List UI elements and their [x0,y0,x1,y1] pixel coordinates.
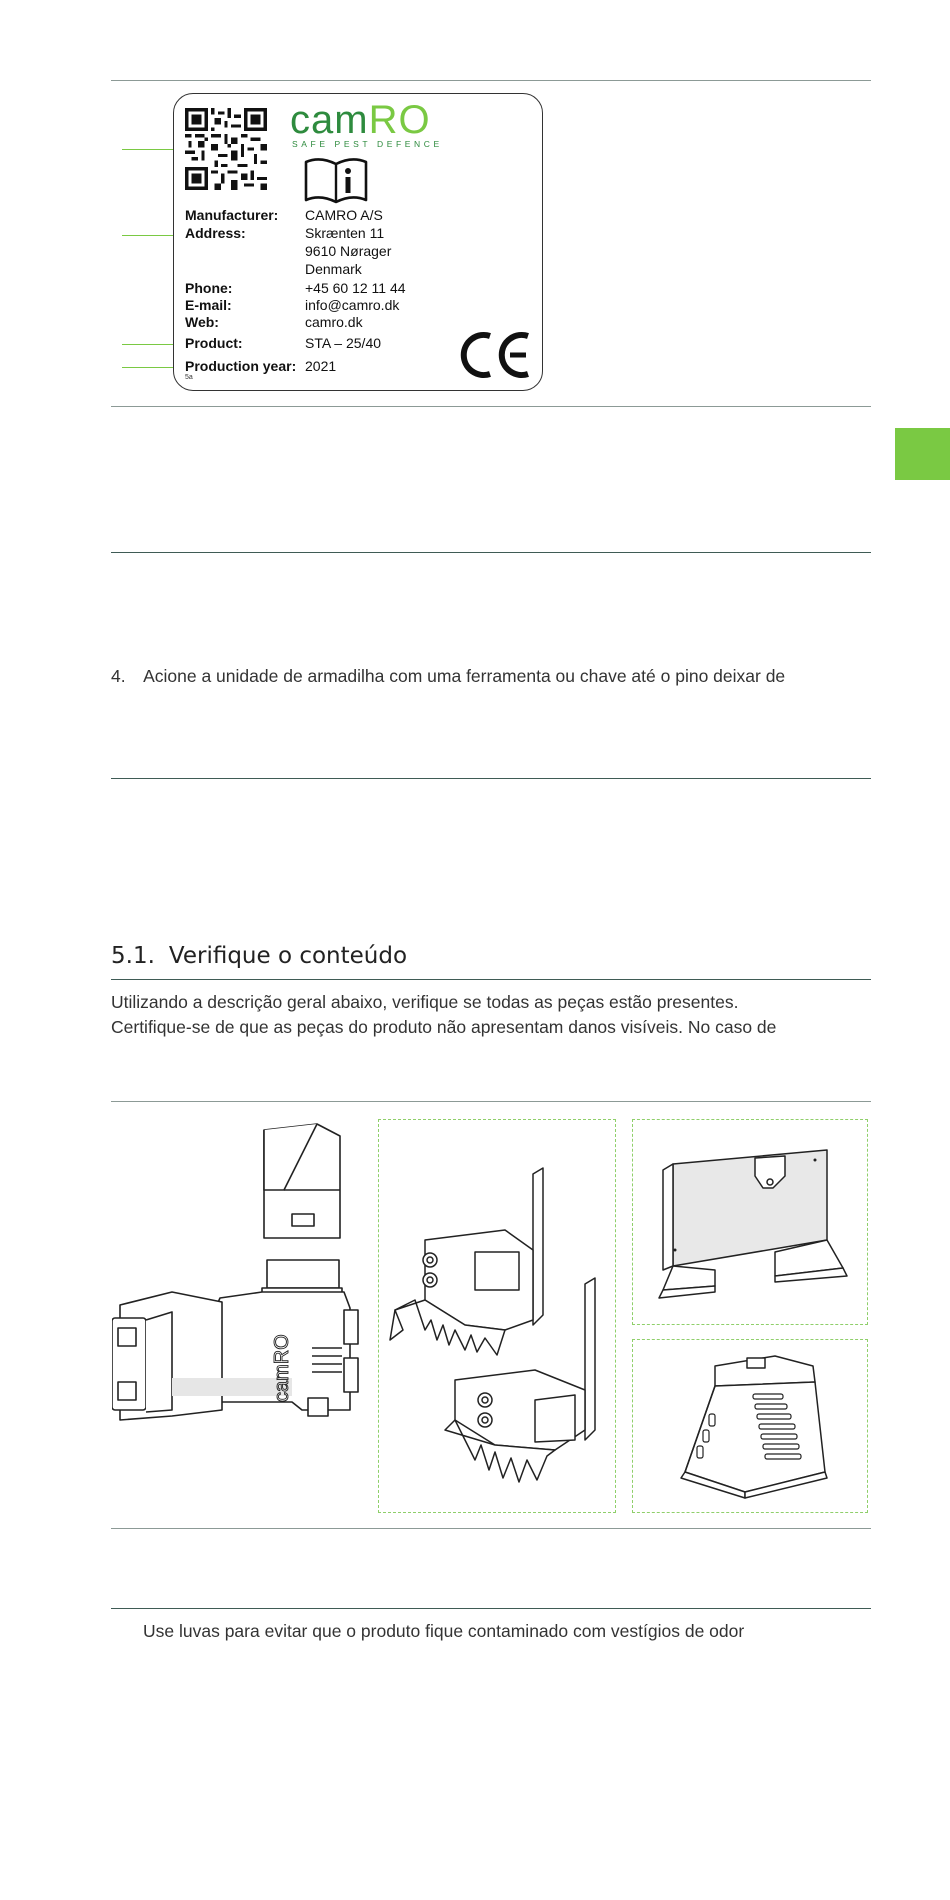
address-line-2: 9610 Nørager [305,243,392,259]
chapter-tab [895,428,950,480]
trap-unit-illustration [112,1120,362,1440]
email-value: info@camro.dk [305,297,400,313]
camro-logo: camRO [290,98,431,142]
qr-code-icon [185,108,267,190]
divider-6 [111,1528,871,1529]
production-year-label: Production year: [185,358,297,374]
divider-4 [111,778,871,779]
divider-2 [111,406,871,407]
manual-info-icon [302,156,370,208]
logo-tagline: SAFE PEST DEFENCE [292,139,443,149]
address-line-3: Denmark [305,261,362,277]
production-year-value: 2021 [305,358,337,374]
phone-value: +45 60 12 11 44 [305,280,406,296]
divider-7 [111,1608,871,1609]
step-4-text: 4. Acione a unidade de armadilha com uma ferramenta ou chave até o pino deixar de [111,666,786,686]
manufacturer-label: Manufacturer: [185,207,279,223]
ce-mark-icon [458,330,534,380]
section-underline [111,979,871,980]
mounting-plate-illustration [655,1140,855,1310]
product-label: Product: [185,335,243,351]
web-label: Web: [185,314,219,330]
trap-body-brand: camRO [271,1334,293,1402]
address-line-1: Skrænten 11 [305,225,385,241]
section-paragraph-line-1: Utilizando a descrição geral abaixo, verifique se todas as peças estão presentes. [111,992,739,1012]
cover-illustration [675,1352,835,1502]
manufacturer-value: CAMRO A/S [305,207,383,223]
divider-3 [111,552,871,553]
gloves-note-text: Use luvas para evitar que o produto fique contaminado com vestígios de odor [143,1621,745,1641]
web-value: camro.dk [305,314,363,330]
section-heading: 5.1. Verifique o conteúdo [111,943,408,969]
product-value: STA – 25/40 [305,335,382,351]
divider-1 [111,80,871,81]
trap-jaws-illustration [385,1160,607,1500]
section-paragraph-line-2: Certifique-se de que as peças do produto não apresentam danos visíveis. No caso de [111,1017,777,1037]
address-label: Address: [185,225,246,241]
phone-label: Phone: [185,280,233,296]
label-code: 5a [185,374,193,381]
email-label: E-mail: [185,297,232,313]
divider-5 [111,1101,871,1102]
